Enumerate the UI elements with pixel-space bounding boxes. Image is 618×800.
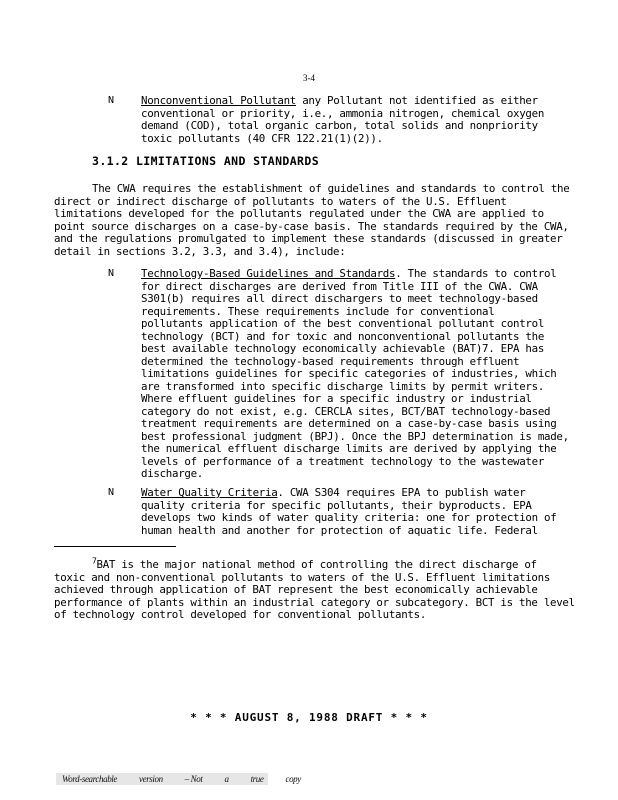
- footnote-divider: [54, 546, 176, 547]
- text-line: of technology control developed for conventional pollutants.: [54, 608, 427, 621]
- bullet-text: Water Quality Criteria. CWA S304 requires EPA to publish water quality criteria for specific pollutants, their byproducts. EPA develops two kinds of water quality criteria: one for protection of human health and another for protection of aquatic life. Federal: [141, 486, 557, 537]
- bullet-marker: N: [108, 268, 114, 279]
- intro-paragraph: [54, 183, 569, 258]
- text-line: Where effluent guidelines for a specific industry or industrial: [141, 392, 532, 405]
- text-line: The CWA requires the establishment of guidelines and standards to control the: [92, 182, 570, 195]
- text-line: develops two kinds of water quality criteria: one for protection of: [141, 511, 557, 524]
- text-line: the numerical effluent discharge limits are derived by applying the: [141, 442, 557, 455]
- footnote: $^7$BAT is the major national method of controlling the direct discharge of toxic and non-conventional pollutants to waters of the U.S. Effluent limitations achieved through application of BAT represent the best economically achievable performance of plants within an industrial category or subcategory. BCT is the level of technology control developed for conventional pollutants.: [54, 556, 575, 621]
- text-line: determined the technology-based requirements through effluent: [141, 354, 520, 368]
- text-line: best available technology economically achievable (BAT)7. EPA has: [141, 342, 545, 355]
- text-line: toxic and non-conventional pollutants to waters of the U.S. Effluent limitations: [54, 570, 551, 584]
- text-line: discharge.: [141, 467, 204, 480]
- text-line: direct or indirect discharge of pollutants to waters of the U.S. Effluent: [54, 194, 507, 208]
- bullet-text: Nonconventional Pollutant any Pollutant not identified as either conventional or priority, i.e., ammonia nitrogen, chemical oxygen demand (COD), total organic carbon, total solids and nonpriority toxic pollutants (40 CFR 122.21(1)(2)).: [141, 94, 545, 145]
- bullet-marker: N: [108, 95, 114, 106]
- text-line: limitations guidelines for specific categories of industries, which: [141, 367, 557, 380]
- text-line: treatment requirements are determined on a case-by-case basis using: [141, 417, 557, 430]
- text-line: performance of plants within an industrial category or subcategory. BCT is the level: [54, 595, 575, 609]
- text-line: category do not exist, e.g. CERCLA sites, BCT/BAT technology-based: [141, 404, 551, 418]
- footnote-mark: 7: [92, 556, 97, 566]
- text-line: toxic pollutants (40 CFR 122.21(1)(2)).: [141, 131, 383, 145]
- term-technology-based: Technology-Based Guidelines and Standards: [141, 267, 396, 280]
- text-line: and the regulations promulgated to implement these standards (discussed in greater: [54, 232, 563, 245]
- text-line: technology (BCT) and for toxic and nonconventional pollutants the: [141, 329, 545, 343]
- text-line: are transformed into specific discharge limits by permit writers.: [141, 379, 545, 393]
- text-line: limitations developed for the pollutants regulated under the CWA are applied to: [54, 207, 544, 220]
- draft-footer: * * * AUGUST 8, 1988 DRAFT * * *: [190, 711, 428, 724]
- text-line: quality criteria for specific pollutants, their byproducts. EPA: [141, 498, 532, 512]
- text-line: levels of performance of a treatment technology to the wastewater: [141, 454, 545, 468]
- text-line: achieved through application of BAT represent the best economically achievable: [54, 583, 538, 596]
- text-line: S301(b) requires all direct dischargers to meet technology-based: [141, 292, 538, 305]
- text-line: for direct discharges are derived from Title III of the CWA. CWA: [141, 279, 538, 293]
- term-water-quality-criteria: Water Quality Criteria: [141, 486, 278, 499]
- text-line: human health and another for protection of aquatic life. Federal: [141, 523, 538, 537]
- text-line: best professional judgment (BPJ). Once the BPJ determination is made,: [141, 429, 569, 443]
- term-nonconventional-pollutant: Nonconventional Pollutant: [141, 94, 297, 107]
- bullet-marker: N: [108, 487, 114, 498]
- watermark-banner: Word-searchable version – Not a true copy: [56, 773, 268, 785]
- text-line: pollutants application of the best conventional pollutant control: [141, 317, 545, 330]
- bullet-text: Technology-Based Guidelines and Standards. The standards to control for direct discharges are derived from Title III of the CWA. CWA S301(b) requires all direct dischargers to meet technology-based requirements. These requirements include for conventional pollutants application of the best conventional pollutant control technology (BCT) and for toxic and nonconventional pollutants the best available technology economically achievable (BAT)7. EPA has determined the technology-based requirements through effluent limitations guidelines for specific categories of industries, which are transformed into specific discharge limits by permit writers. Where effluent guidelines for a specific industry or industrial category do not exist, e.g. CERCLA sites, BCT/BAT technology-based treatment requirements are determined on a case-by-case basis using best professional judgment (BPJ). Once the BPJ determination is made, the numerical effluent discharge limits are derived by applying the levels of performance of a treatment technology to the wastewater discharge.: [141, 267, 569, 480]
- text-line: conventional or priority, i.e., ammonia nitrogen, chemical oxygen: [141, 106, 545, 120]
- text-line: requirements. These requirements include for conventional: [141, 304, 495, 318]
- page-number: 3-4: [303, 73, 315, 83]
- text-line: point source discharges on a case-by-case basis. The standards required by the CWA,: [54, 219, 569, 233]
- text-line: demand (COD), total organic carbon, total solids and nonpriority: [141, 119, 538, 132]
- text-line: detail in sections 3.2, 3.3, and 3.4), include:: [54, 244, 346, 258]
- section-heading: 3.1.2 LIMITATIONS AND STANDARDS: [92, 154, 320, 168]
